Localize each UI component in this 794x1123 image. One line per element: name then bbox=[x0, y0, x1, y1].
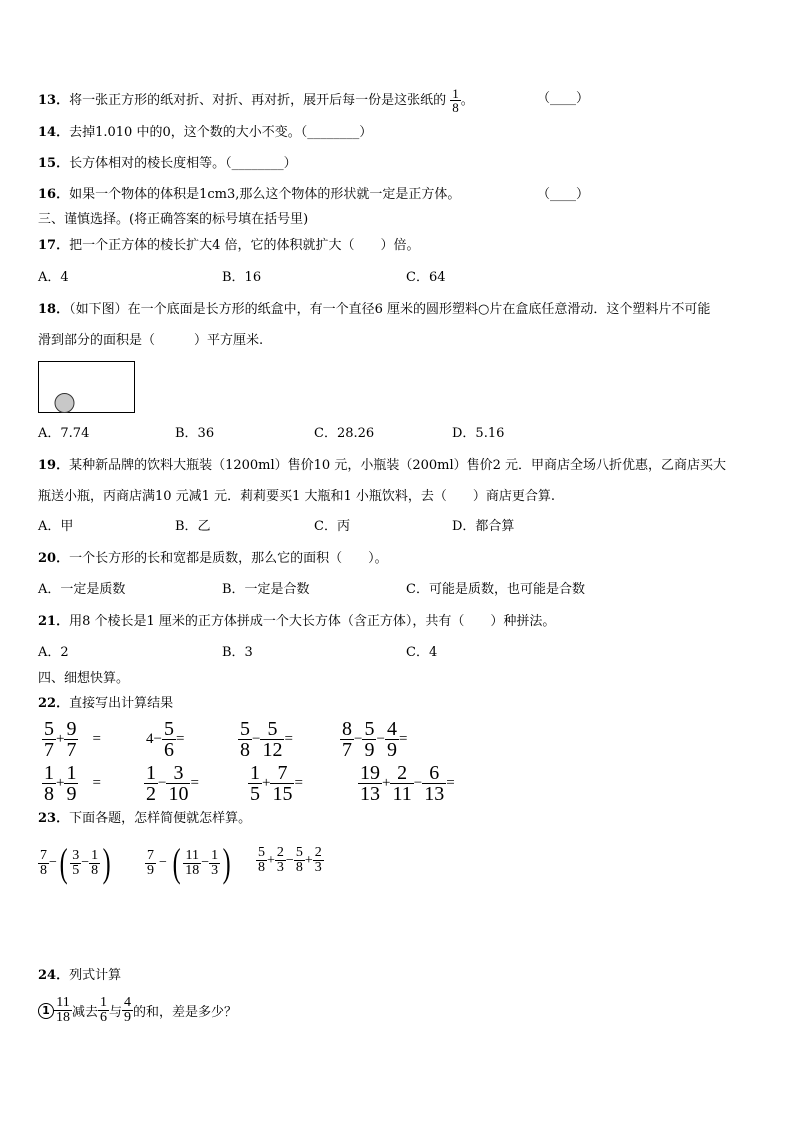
question-text: 如果一个物体的体积是1cm3,那么这个物体的形状就一定是正方体。 bbox=[69, 187, 461, 202]
option-a[interactable]: A．7.74 bbox=[38, 426, 90, 441]
expr-7-8-minus-paren: $\frac{7}{8}$ − ( $\frac{3}{5}$ − $\frac{1}{8}$ ) bbox=[40, 840, 111, 885]
question-number: 19． bbox=[38, 458, 70, 473]
disc-circle bbox=[55, 394, 74, 413]
question-text: 直接写出计算结果 bbox=[69, 696, 174, 711]
option-d[interactable]: D．都合算 bbox=[452, 519, 515, 534]
question-13 bbox=[38, 87, 474, 114]
option-c[interactable]: C．4 bbox=[406, 645, 438, 660]
option-b[interactable]: B．乙 bbox=[175, 519, 211, 534]
question-19-line-1 bbox=[38, 457, 726, 475]
question-number: 17． bbox=[38, 238, 70, 253]
expr-1-5-plus-7-15: $\frac{1}{5}$ + $\frac{7}{15}$ = bbox=[250, 762, 303, 805]
option-c[interactable]: C．28.26 bbox=[314, 426, 375, 441]
question-22 bbox=[38, 695, 173, 713]
question-number: 13． bbox=[38, 93, 70, 108]
expr-5-7-plus-9-7: $\frac{5}{7}$ + $\frac{9}{7}$ = bbox=[44, 718, 101, 761]
question-text: 某种新品牌的饮料大瓶装（1200ml）售价10 元，小瓶装（200ml）售价2 元．甲商店全场八折优惠，乙商店买大 bbox=[69, 458, 727, 473]
question-text: 下面各题，怎样简便就怎样算。 bbox=[69, 811, 252, 826]
question-number: 16． bbox=[38, 187, 70, 202]
expr-4-minus-5-6: 4 − $\frac{5}{6}$ = bbox=[146, 718, 185, 761]
option-b[interactable]: B．3 bbox=[222, 645, 253, 660]
question-number: 21． bbox=[38, 614, 70, 629]
question-21 bbox=[38, 613, 555, 631]
question-number: 14． bbox=[38, 125, 70, 140]
option-c[interactable]: C．丙 bbox=[314, 519, 350, 534]
question-text: 将一张正方形的纸对折、对折、再对折，展开后每一份是这张纸的 bbox=[69, 93, 447, 108]
question-18-line-2: 滑到部分的面积是（ ）平方厘米. bbox=[38, 333, 264, 348]
expr-5-8-plus-2-3-minus-5-8-plus-2-3: $\frac{5}{8}$ + $\frac{2}{3}$ − $\frac{5}{8}$ + $\frac{2}{3}$ bbox=[258, 845, 322, 875]
option-b[interactable]: B．16 bbox=[222, 270, 262, 285]
question-24 bbox=[38, 967, 121, 985]
expr-1-8-plus-1-9: $\frac{1}{8}$ + $\frac{1}{9}$ = bbox=[44, 762, 101, 805]
period: 。 bbox=[460, 93, 474, 108]
question-16 bbox=[38, 186, 460, 204]
question-18-line-1 bbox=[38, 301, 710, 319]
answer-blank-16[interactable]: （____） bbox=[537, 187, 590, 202]
question-number: 15． bbox=[38, 156, 70, 171]
expr-8-7-minus-5-9-minus-4-9: $\frac{8}{7}$ − $\frac{5}{9}$ − $\frac{4}{9}$ = bbox=[342, 718, 408, 761]
question-text: 长方体相对的棱长度相等。（________） bbox=[69, 156, 297, 171]
option-b[interactable]: B．一定是合数 bbox=[222, 582, 310, 597]
option-b[interactable]: B．36 bbox=[175, 426, 215, 441]
question-text: （如下图）在一个底面是长方形的纸盒中，有一个直径6 厘米的圆形塑料○片在盒底任意滑动．这个塑料片不可能 bbox=[69, 302, 711, 317]
question-number: 22． bbox=[38, 696, 70, 711]
question-text: 一个长方形的长和宽都是质数，那么它的面积（ ）。 bbox=[69, 551, 388, 566]
question-19-line-2: 瓶送小瓶，丙商店满10 元减1 元．莉莉要买1 大瓶和1 小瓶饮料，去（ ）商店更合算. bbox=[38, 489, 556, 504]
question-number: 23． bbox=[38, 811, 70, 826]
expr-1-2-minus-3-10: $\frac{1}{2}$ − $\frac{3}{10}$ = bbox=[146, 762, 199, 805]
question-23 bbox=[38, 810, 251, 828]
section-4-title: 四、细想快算。 bbox=[38, 671, 130, 686]
answer-blank-13[interactable]: （____） bbox=[537, 91, 590, 106]
option-a[interactable]: A．4 bbox=[38, 270, 69, 285]
option-a[interactable]: A．甲 bbox=[38, 519, 74, 534]
expr-7-9-minus-paren: $\frac{7}{9}$ − ( $\frac{11}{18}$ − $\frac{1}{3}$ ) bbox=[147, 840, 231, 885]
question-text: 列式计算 bbox=[69, 968, 122, 983]
section-3-title: 三、谨慎选择。(将正确答案的标号填在括号里) bbox=[38, 212, 309, 227]
question-number: 24． bbox=[38, 968, 70, 983]
question-text: 去掉1.010 中的0，这个数的大小不变。（________） bbox=[69, 125, 373, 140]
question-15 bbox=[38, 155, 297, 173]
question-number: 20． bbox=[38, 551, 70, 566]
question-text: 用8 个棱长是1 厘米的正方体拼成一个大长方体（含正方体），共有（ ）种拼法。 bbox=[69, 614, 556, 629]
box-with-disc-figure bbox=[38, 361, 136, 414]
question-24-part-1: 1 $\frac{11}{18}$ 减去 $\frac{1}{6}$ 与 $\frac{4}{9}$ 的和，差是多少？ bbox=[38, 996, 237, 1025]
option-d[interactable]: D．5.16 bbox=[452, 426, 505, 441]
question-number: 18． bbox=[38, 302, 70, 317]
option-c[interactable]: C．64 bbox=[406, 270, 446, 285]
fraction-one-eighth: $\frac{1}{8}$ bbox=[452, 86, 459, 115]
question-20 bbox=[38, 550, 388, 568]
expr-5-8-minus-5-12: $\frac{5}{8}$ − $\frac{5}{12}$ = bbox=[240, 718, 293, 761]
circled-number-1: 1 bbox=[38, 1003, 54, 1019]
text-and: 与 bbox=[109, 1005, 123, 1020]
expr-19-13-plus-2-11-minus-6-13: $\frac{19}{13}$ + $\frac{2}{11}$ − $\frac{6}{13}$ = bbox=[360, 762, 455, 805]
option-a[interactable]: A．一定是质数 bbox=[38, 582, 126, 597]
option-a[interactable]: A．2 bbox=[38, 645, 69, 660]
text-subtract: 减去 bbox=[72, 1005, 99, 1020]
question-17 bbox=[38, 237, 420, 255]
question-text: 把一个正方体的棱长扩大4 倍，它的体积就扩大（ ）倍。 bbox=[69, 238, 420, 253]
question-14 bbox=[38, 124, 372, 142]
option-c[interactable]: C．可能是质数，也可能是合数 bbox=[406, 582, 585, 597]
box-rectangle bbox=[39, 362, 135, 413]
text-question: 的和，差是多少？ bbox=[133, 1005, 238, 1020]
